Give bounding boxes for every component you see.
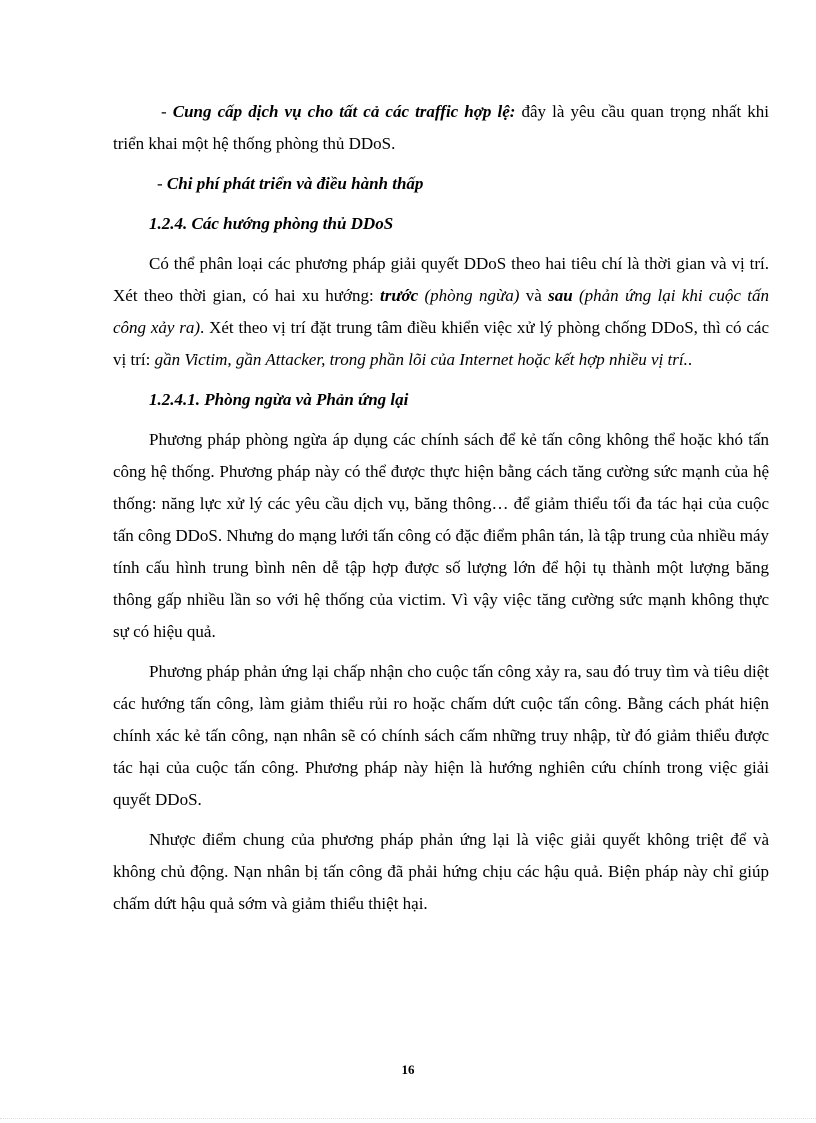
section-heading-1-2-4: 1.2.4. Các hướng phòng thủ DDoS (149, 214, 394, 233)
paragraph-classification (113, 248, 769, 376)
para-text: và (519, 286, 549, 305)
page-bottom-border (0, 1118, 816, 1119)
para-bold-italic: sau (548, 286, 573, 305)
page-number: 16 (401, 1062, 415, 1077)
paragraph-reaction: Phương pháp phản ứng lại chấp nhận cho cuộc tấn công xảy ra, sau đó truy tìm và tiêu diệt các hướng tấn công, làm giảm thiểu rủi ro hoặc chấm dứt cuộc tấn công. Bằng cách phát hiện chính xác kẻ tấn công, nạn nhân sẽ có chính sách cấm những truy nhập, từ đó giảm thiểu được tác hại của cuộc tấn công. Phương pháp này hiện là hướng nghiên cứu chính trong việc giải quyết DDoS. (113, 662, 769, 809)
para-italic: (phòng ngừa) (418, 286, 520, 305)
para-text: . Xét theo vị trí đặt trung tâm điều khiển việc xử lý phòng chống DDoS, thì có các vị trí: (113, 318, 769, 369)
para-italic: gần Victim, gần Attacker, trong phần lõi của Internet hoặc kết hợp nhiều vị trí. (154, 350, 688, 369)
section-heading-1-2-4-1: 1.2.4.1. Phòng ngừa và Phản ứng lại (149, 390, 409, 409)
bullet-title: Cung cấp dịch vụ cho tất cả các traffic hợp lệ: (172, 102, 516, 121)
bullet-text: đây là yêu cầu quan trọng nhất khi triển khai một hệ thống phòng thủ DDoS. (113, 102, 770, 153)
page-content (113, 96, 769, 920)
bullet-low-cost (113, 168, 769, 200)
bullet-valid-traffic (113, 96, 769, 160)
bullet-dash: - (157, 174, 167, 193)
bullet-dash: - (161, 102, 173, 121)
bullet-title: Chi phí phát triển và điều hành thấp (166, 174, 424, 193)
para-text: . (687, 350, 693, 369)
para-text: Có thể phân loại các phương pháp giải quyết DDoS theo hai tiêu chí là thời gian và vị trí. Xét theo thời gian, có hai xu hướng: (113, 254, 769, 305)
para-italic: (phản ứng lại khi cuộc tấn công xảy ra) (113, 286, 769, 337)
para-bold-italic: trước (380, 286, 419, 305)
paragraph-drawbacks: Nhược điểm chung của phương pháp phản ứng lại là việc giải quyết không triệt để và không chủ động. Nạn nhân bị tấn công đã phải hứng chịu các hậu quả. Biện pháp này chỉ giúp chấm dứt hậu quả sớm và giảm thiểu thiệt hại. (113, 830, 769, 913)
paragraph-prevention: Phương pháp phòng ngừa áp dụng các chính sách để kẻ tấn công không thể hoặc khó tấn công hệ thống. Phương pháp này có thể được thực hiện bằng cách tăng cường sức mạnh của hệ thống: năng lực xử lý các yêu cầu dịch vụ, băng thông… để giảm thiểu tối đa tác hại của cuộc tấn công DDoS. Nhưng do mạng lưới tấn công có đặc điểm phân tán, là tập trung của nhiều máy tính cấu hình trung bình nên dễ tập hợp được số lượng lớn để hội tụ thành một lượng băng thông gấp nhiều lần so với hệ thống của victim. Vì vậy việc tăng cường sức mạnh không thực sự có hiệu quả. (113, 430, 769, 641)
